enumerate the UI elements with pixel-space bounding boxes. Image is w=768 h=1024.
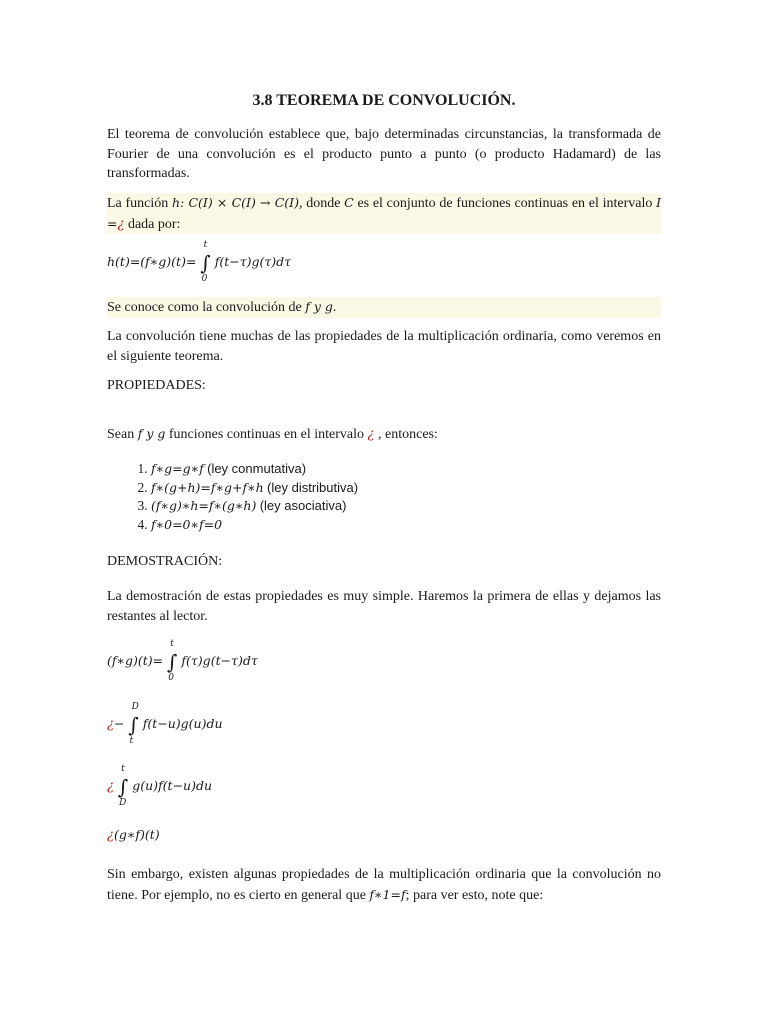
- eq4-glyph: ¿: [107, 778, 114, 794]
- integral-sign: ∫ t 0: [166, 652, 178, 672]
- property-math: f∗(g+h)=f∗g+f∗h: [151, 479, 264, 495]
- eq1-right: f(t−τ)g(τ)dτ: [214, 253, 292, 269]
- def-glyph: ¿: [117, 216, 125, 232]
- property-note: (ley asociativa): [259, 498, 347, 513]
- integral-sign: ∫ t D: [117, 777, 129, 797]
- eq3-left: −: [113, 715, 125, 731]
- eq5-glyph: ¿: [107, 828, 114, 843]
- eq1-upper-limit: t: [203, 240, 208, 250]
- known-text-1: Se conoce como la convolución de: [107, 300, 302, 315]
- demo-heading: DEMOSTRACIÓN:: [107, 554, 223, 569]
- eq3-glyph: ¿: [107, 716, 114, 732]
- property-note: (ley conmutativa): [207, 461, 307, 476]
- property-math: (f∗g)∗h=f∗(g∗h): [151, 498, 257, 513]
- property-math: f∗g=g∗f: [151, 461, 204, 476]
- list-item: [151, 479, 661, 498]
- eq2-left: (f∗g)(t)=: [107, 652, 164, 668]
- equation-demo-step-3: [107, 764, 213, 808]
- def-text-2: , donde: [298, 196, 341, 211]
- equation-demo-step-2: [107, 702, 223, 746]
- properties-list-container: [107, 460, 661, 534]
- sean-text-3: , entonces:: [378, 427, 438, 442]
- sean-text-1: Sean: [107, 427, 135, 442]
- page-title: 3.8 TEOREMA DE CONVOLUCIÓN.: [252, 92, 516, 109]
- known-math: f y g: [305, 299, 333, 314]
- known-as-paragraph: [107, 297, 661, 318]
- def-math-1: h: C(I) × C(I) → C(I): [172, 195, 299, 210]
- known-text-2: .: [332, 300, 337, 315]
- sean-math: f y g: [137, 426, 166, 441]
- def-text-1: La función: [107, 196, 169, 211]
- sean-text-2: funciones continuas en el intervalo: [168, 427, 365, 442]
- eq4-lower-limit: D: [119, 798, 127, 808]
- properties-heading: PROPIEDADES:: [107, 378, 206, 393]
- integral-sign: ∫ D t: [128, 715, 140, 735]
- properties-list: [107, 460, 661, 534]
- integral-sign: ∫ t 0: [200, 253, 212, 273]
- equation-convolution-definition: [107, 240, 292, 284]
- equation-demo-step-1: [107, 639, 258, 683]
- demo-paragraph: La demostración de estas propiedades es muy simple. Haremos la primera de ellas y dejamos las restantes al lector.: [107, 589, 661, 624]
- sean-glyph: ¿: [367, 427, 375, 442]
- list-item: [151, 497, 661, 516]
- final-paragraph: [107, 865, 661, 905]
- eq3-lower-limit: t: [129, 736, 134, 746]
- eq1-lower-limit: 0: [201, 274, 208, 284]
- eq3-upper-limit: D: [131, 702, 139, 712]
- def-text-4: dada por:: [127, 216, 181, 232]
- list-item: [151, 460, 661, 479]
- property-math: f∗0=0∗f=0: [151, 516, 223, 532]
- eq2-lower-limit: 0: [168, 673, 174, 683]
- equation-demo-step-4: [107, 827, 160, 843]
- eq4-upper-limit: t: [121, 764, 125, 774]
- def-math-2: C: [344, 195, 354, 210]
- final-math: f∗1=f: [369, 886, 406, 902]
- sean-paragraph: [107, 424, 661, 445]
- convolution-paragraph: La convolución tiene muchas de las propiedades de la multiplicación ordinaria, como veremos en el siguiente teorema.: [107, 329, 661, 364]
- eq2-upper-limit: t: [170, 639, 174, 649]
- def-math-3: I =: [107, 195, 662, 231]
- list-item: [151, 516, 661, 535]
- eq3-right: f(t−u)g(u)du: [142, 715, 223, 731]
- eq1-left: h(t)=(f∗g)(t)=: [107, 253, 197, 269]
- eq4-right: g(u)f(t−u)du: [132, 777, 213, 793]
- def-text-3: es el conjunto de funciones continuas en el intervalo: [357, 196, 653, 211]
- final-text-2: ; para ver esto, note que:: [405, 887, 544, 903]
- eq2-right: f(τ)g(t−τ)dτ: [181, 652, 258, 668]
- property-note: (ley distributiva): [267, 479, 359, 495]
- definition-paragraph: [107, 193, 661, 234]
- eq5-right: (g∗f)(t): [113, 827, 160, 842]
- final-text-1: Sin embargo, existen algunas propiedades de la multiplicación ordinaria que la convolución no tiene. Por ejemplo, no es cierto en general que: [107, 867, 661, 903]
- intro-paragraph: El teorema de convolución establece que, bajo determinadas circunstancias, la transformada de Fourier de una convolución es el producto punto a punto (o producto Hadamard) de las transformadas.: [107, 127, 661, 181]
